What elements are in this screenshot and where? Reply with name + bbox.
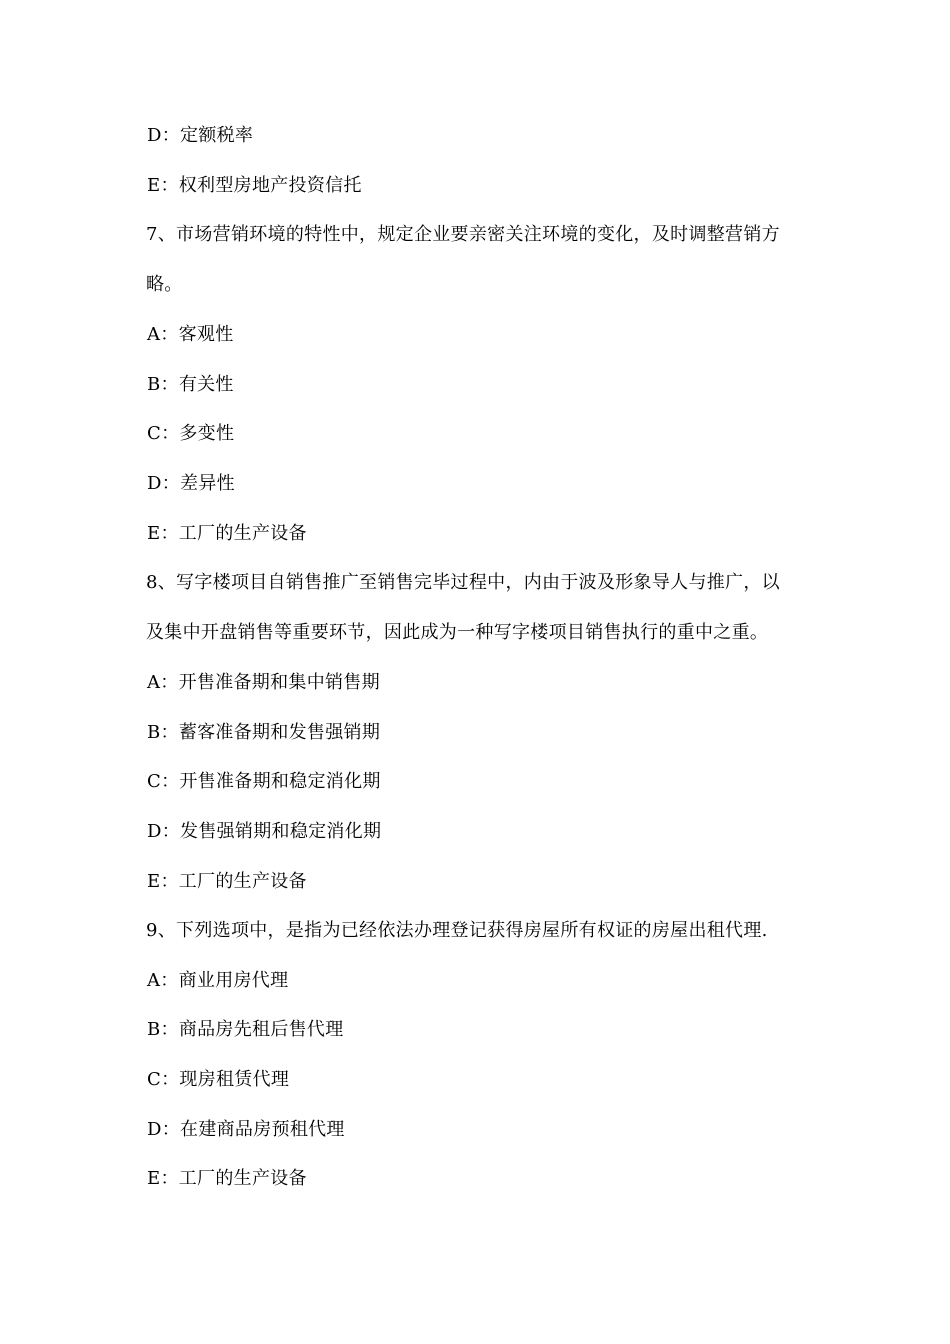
q9-stem-line1: 9、下列选项中，是指为已经依法办理登记获得房屋所有权证的房屋出租代理. <box>146 920 768 941</box>
q8-option-b: B：蓄客准备期和发售强销期 <box>147 722 381 743</box>
q8-option-e: E：工厂的生产设备 <box>147 871 307 892</box>
q7-stem-line2: 略。 <box>146 274 183 295</box>
q7-option-e: E：工厂的生产设备 <box>147 523 307 544</box>
q9-option-e: E：工厂的生产设备 <box>147 1168 307 1189</box>
q6-option-e: E：权利型房地产投资信托 <box>147 175 362 196</box>
q7-stem-line1: 7、市场营销环境的特性中，规定企业要亲密关注环境的变化，及时调整营销方 <box>146 224 780 245</box>
q9-option-a: A：商业用房代理 <box>147 970 289 991</box>
q8-stem-line1: 8、写字楼项目自销售推广至销售完毕过程中，内由于波及形象导人与推广，以 <box>146 572 780 593</box>
q8-stem-line2: 及集中开盘销售等重要环节，因此成为一种写字楼项目销售执行的重中之重。 <box>146 622 769 643</box>
q6-option-d: D：定额税率 <box>147 125 254 146</box>
q7-option-c: C：多变性 <box>147 423 235 444</box>
q7-option-d: D：差异性 <box>147 473 235 494</box>
q9-option-c: C：现房租赁代理 <box>147 1069 290 1090</box>
q8-option-d: D：发售强销期和稳定消化期 <box>147 821 382 842</box>
q8-option-a: A：开售准备期和集中销售期 <box>147 672 380 693</box>
q7-option-b: B：有关性 <box>147 374 234 395</box>
q9-option-d: D：在建商品房预租代理 <box>147 1119 345 1140</box>
q9-option-b: B：商品房先租后售代理 <box>147 1019 344 1040</box>
q8-option-c: C：开售准备期和稳定消化期 <box>147 771 381 792</box>
q7-option-a: A：客观性 <box>147 324 234 345</box>
